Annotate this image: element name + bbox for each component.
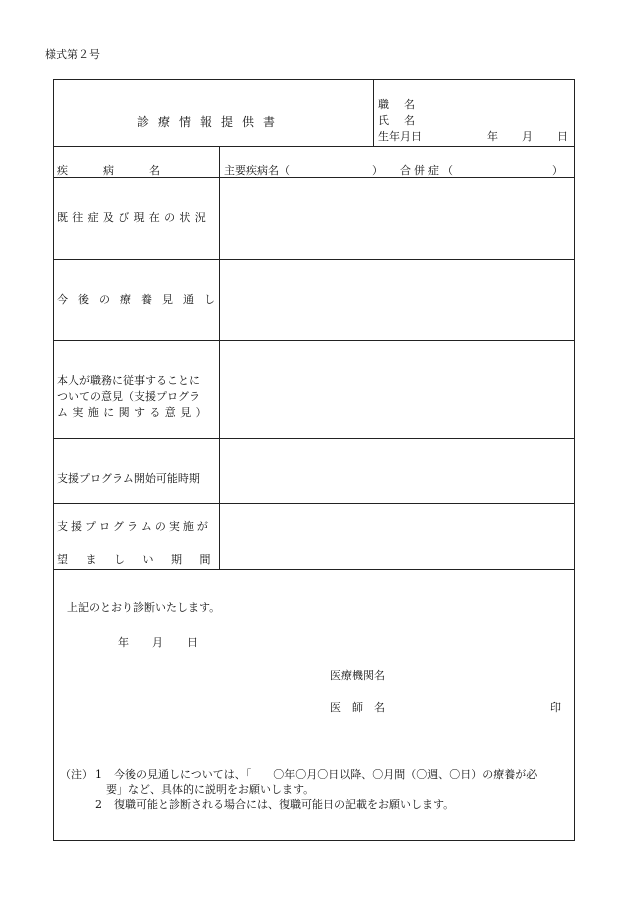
- divider-opinion: [53, 438, 575, 439]
- form-frame: [53, 79, 575, 841]
- main-disease-close: ）: [372, 164, 383, 177]
- document-title-text: 診療情報提供書: [137, 115, 285, 129]
- divider-history: [53, 259, 575, 260]
- period-label-line2: 望ましい期間: [57, 553, 228, 566]
- note-1-line2: 要」など、具体的に説明をお願いします。: [106, 783, 315, 796]
- footer-year: 年: [118, 636, 129, 649]
- history-label: 既往症及び現在の状況: [57, 211, 210, 224]
- doctor-label: 医 師 名: [330, 701, 385, 714]
- divider-header: [53, 146, 575, 147]
- note-1-number: 1: [95, 768, 102, 781]
- institution-label: 医療機関名: [330, 669, 385, 682]
- opinion-label-line1: 本人が職務に従事することに: [57, 374, 200, 387]
- opinion-label-line2: ついての意見（支援プログラ: [57, 390, 200, 403]
- notes-prefix: （注）: [60, 768, 93, 781]
- form-number: 様式第２号: [45, 48, 100, 61]
- opinion-label-line3: ム実施に関する意見）: [57, 406, 211, 419]
- document-title: [137, 113, 293, 130]
- diagnosis-statement: 上記のとおり診断いたします。: [67, 601, 221, 614]
- note-2-text: 復職可能と診断される場合には、復職可能日の記載をお願いします。: [114, 798, 455, 811]
- outlook-label: 今後の療養見通し: [57, 293, 225, 306]
- disease-label: 疾病名: [57, 164, 195, 177]
- divider-label-column: [219, 146, 220, 569]
- complication-label: 合併症（: [400, 164, 456, 177]
- job-title-label: 職 名: [378, 98, 417, 111]
- footer-day: 日: [187, 636, 198, 649]
- note-2-number: 2: [95, 798, 102, 811]
- period-label-line1: 支援プログラムの実施が: [57, 520, 211, 533]
- program-start-label: 支援プログラム開始可能時期: [57, 472, 200, 485]
- note-1-line1: 今後の見通しについては、「 〇年〇月〇日以降、〇月間（〇週、〇日）の療養が必: [114, 768, 538, 781]
- dob-year: 年: [487, 130, 498, 143]
- name-label: 氏 名: [378, 114, 417, 127]
- divider-outlook: [53, 340, 575, 341]
- main-disease-label: 主要疾病名（: [224, 164, 290, 177]
- dob-label: 生年月日: [378, 130, 422, 143]
- complication-close: ）: [552, 164, 563, 177]
- divider-header-vertical: [373, 79, 374, 146]
- divider-period: [53, 569, 575, 570]
- divider-program-start: [53, 503, 575, 504]
- dob-day: 日: [557, 130, 568, 143]
- dob-month: 月: [522, 130, 533, 143]
- seal-mark: 印: [550, 701, 561, 714]
- footer-month: 月: [152, 636, 163, 649]
